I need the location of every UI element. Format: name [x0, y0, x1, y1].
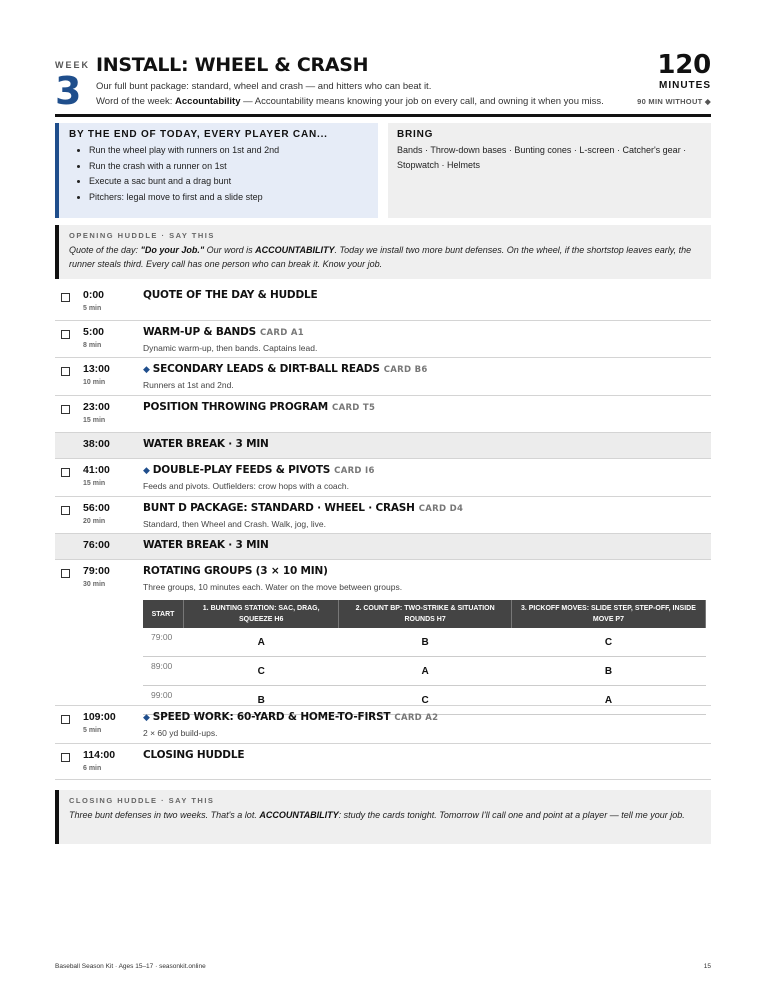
goals-heading: BY THE END OF TODAY, EVERY PLAYER CAN... — [69, 129, 328, 140]
rotation-start: 99:00 — [143, 686, 184, 715]
bring-list: Bands · Throw-down bases · Bunting cones · L-screen · Catcher's gear · Stopwatch · Helmets — [397, 145, 687, 170]
row-description: Dynamic warm-up, then bands. Captains lead. — [143, 343, 318, 353]
checkbox[interactable] — [61, 405, 70, 414]
closing-huddle-heading: CLOSING HUDDLE · SAY THIS — [69, 796, 215, 805]
page-subtitle: Our full bunt package: standard, wheel and crash — and hitters who can beat it. — [96, 81, 432, 92]
rotation-table — [143, 600, 706, 715]
rotation-header-station1: 1. BUNTING STATION: SAC, DRAG, SQUEEZE H6 — [184, 600, 339, 628]
row-time: 114:00 — [83, 749, 116, 761]
optional-diamond-icon: ◆ — [143, 365, 150, 375]
week-number: 3 — [55, 69, 82, 113]
schedule-row — [55, 321, 711, 358]
goals-list — [69, 143, 368, 205]
optional-diamond-icon: ◆ — [143, 713, 150, 723]
rotation-row — [143, 657, 706, 686]
water-break-row — [55, 433, 711, 459]
checkbox[interactable] — [61, 468, 70, 477]
row-description: Standard, then Wheel and Crash. Walk, jog, live. — [143, 519, 326, 529]
row-title: ◆ DOUBLE-PLAY FEEDS & PIVOTS CARD I6 — [143, 464, 375, 476]
row-description: 2 × 60 yd build-ups. — [143, 728, 218, 738]
goal-item: • Pitchers: legal move to first and a slide step — [89, 190, 368, 206]
row-duration: 5 min — [83, 305, 102, 312]
card-ref: CARD A2 — [394, 713, 439, 723]
row-title: WATER BREAK · 3 MIN — [143, 438, 269, 450]
row-title: ◆ SPEED WORK: 60-YARD & HOME-TO-FIRST CARD A2 — [143, 711, 439, 723]
optional-diamond-icon: ◆ — [143, 466, 150, 476]
row-time: 0:00 — [83, 289, 105, 301]
checkbox[interactable] — [61, 367, 70, 376]
rotation-group: A — [339, 657, 512, 686]
schedule-row — [55, 706, 711, 744]
opening-huddle — [55, 225, 711, 279]
row-duration: 30 min — [83, 581, 106, 588]
footer-text: Baseball Season Kit · Ages 15–17 · seasonkit.online — [55, 963, 206, 970]
row-title: ROTATING GROUPS (3 × 10 MIN) — [143, 565, 328, 577]
card-ref: CARD I6 — [334, 466, 375, 476]
row-duration: 10 min — [83, 379, 106, 386]
schedule-row — [55, 459, 711, 497]
goal-item: • Execute a sac bunt and a drag bunt — [89, 174, 368, 190]
row-title: ◆ SECONDARY LEADS & DIRT-BALL READS CARD B6 — [143, 363, 428, 375]
word-of-week: Word of the week: Accountability — Accountability means knowing your job on every call, and owning it when you miss. — [96, 96, 604, 107]
row-time: 5:00 — [83, 326, 105, 338]
rotation-row — [143, 628, 706, 657]
minutes-label: MINUTES — [659, 80, 711, 91]
rotation-group: C — [511, 628, 705, 657]
row-duration: 20 min — [83, 518, 106, 525]
checkbox[interactable] — [61, 753, 70, 762]
row-time: 13:00 — [83, 363, 110, 375]
row-time: 79:00 — [83, 565, 110, 577]
rotation-start: 79:00 — [143, 628, 184, 657]
schedule-row — [55, 497, 711, 534]
rotation-header-station2: 2. COUNT BP: TWO-STRIKE & SITUATION ROUNDS H7 — [339, 600, 512, 628]
row-time: 23:00 — [83, 401, 110, 413]
rotation-header-station3: 3. PICKOFF MOVES: SLIDE STEP, STEP-OFF, INSIDE MOVE P7 — [511, 600, 705, 628]
schedule-row — [55, 284, 711, 321]
bring-heading: BRING — [397, 129, 434, 140]
checkbox[interactable] — [61, 715, 70, 724]
row-time: 109:00 — [83, 711, 116, 723]
rotation-group: A — [511, 686, 705, 715]
rotation-start: 89:00 — [143, 657, 184, 686]
card-ref: CARD B6 — [383, 365, 428, 375]
row-time: 41:00 — [83, 464, 110, 476]
row-description: Runners at 1st and 2nd. — [143, 380, 234, 390]
row-duration: 5 min — [83, 727, 102, 734]
row-duration: 15 min — [83, 417, 106, 424]
goal-item: • Run the wheel play with runners on 1st and 2nd — [89, 143, 368, 159]
schedule-row — [55, 358, 711, 396]
row-description: Three groups, 10 minutes each. Water on the move between groups. — [143, 582, 403, 592]
page-header — [55, 52, 711, 117]
rotation-header-start: START — [143, 600, 184, 628]
checkbox[interactable] — [61, 569, 70, 578]
row-title: CLOSING HUDDLE — [143, 749, 245, 761]
schedule-row — [55, 396, 711, 433]
page-number: 15 — [703, 963, 711, 970]
row-duration: 15 min — [83, 480, 106, 487]
card-ref: CARD A1 — [260, 328, 304, 338]
row-time: 56:00 — [83, 502, 110, 514]
goal-item: • Run the crash with a runner on 1st — [89, 159, 368, 175]
row-title: WARM-UP & BANDS CARD A1 — [143, 326, 304, 338]
closing-huddle — [55, 790, 711, 844]
minutes-value: 120 — [657, 50, 711, 80]
schedule-row — [55, 744, 711, 780]
row-title: BUNT D PACKAGE: STANDARD · WHEEL · CRASH CARD D4 — [143, 502, 464, 514]
checkbox[interactable] — [61, 506, 70, 515]
week-label: WEEK — [55, 60, 90, 70]
closing-huddle-text: Three bunt defenses in two weeks. That's a lot. ACCOUNTABILITY: study the cards tonight. Tomorrow I'll call one and point at a player — tell me your job. — [69, 810, 685, 820]
rotation-group: C — [339, 686, 512, 715]
card-ref: CARD D4 — [418, 504, 464, 514]
rotation-group: B — [184, 686, 339, 715]
row-title: QUOTE OF THE DAY & HUDDLE — [143, 289, 318, 301]
row-description: Feeds and pivots. Outfielders: crow hops with a coach. — [143, 481, 349, 491]
row-duration: 6 min — [83, 765, 102, 772]
card-ref: CARD T5 — [332, 403, 376, 413]
page-title: INSTALL: WHEEL & CRASH — [96, 54, 369, 76]
checkbox[interactable] — [61, 293, 70, 302]
opening-huddle-text: Quote of the day: "Do your Job." Our word is ACCOUNTABILITY. Today we install two more bunt defenses. On the wheel, if the shortstop leaves early, the runner steals third. Every call has one person who can break it. Know your job. — [69, 245, 692, 269]
rotation-group: C — [184, 657, 339, 686]
row-time: 38:00 — [83, 438, 110, 450]
row-duration: 8 min — [83, 342, 102, 349]
row-title: POSITION THROWING PROGRAM CARD T5 — [143, 401, 376, 413]
checkbox[interactable] — [61, 330, 70, 339]
rotation-group: A — [184, 628, 339, 657]
water-break-row — [55, 534, 711, 560]
rotation-group: B — [339, 628, 512, 657]
opening-huddle-heading: OPENING HUDDLE · SAY THIS — [69, 231, 215, 240]
bring-box — [388, 123, 711, 218]
row-title: WATER BREAK · 3 MIN — [143, 539, 269, 551]
goals-box — [55, 123, 378, 218]
row-time: 76:00 — [83, 539, 110, 551]
rotation-group: B — [511, 657, 705, 686]
minutes-note: 90 MIN WITHOUT ◆ — [637, 97, 711, 106]
